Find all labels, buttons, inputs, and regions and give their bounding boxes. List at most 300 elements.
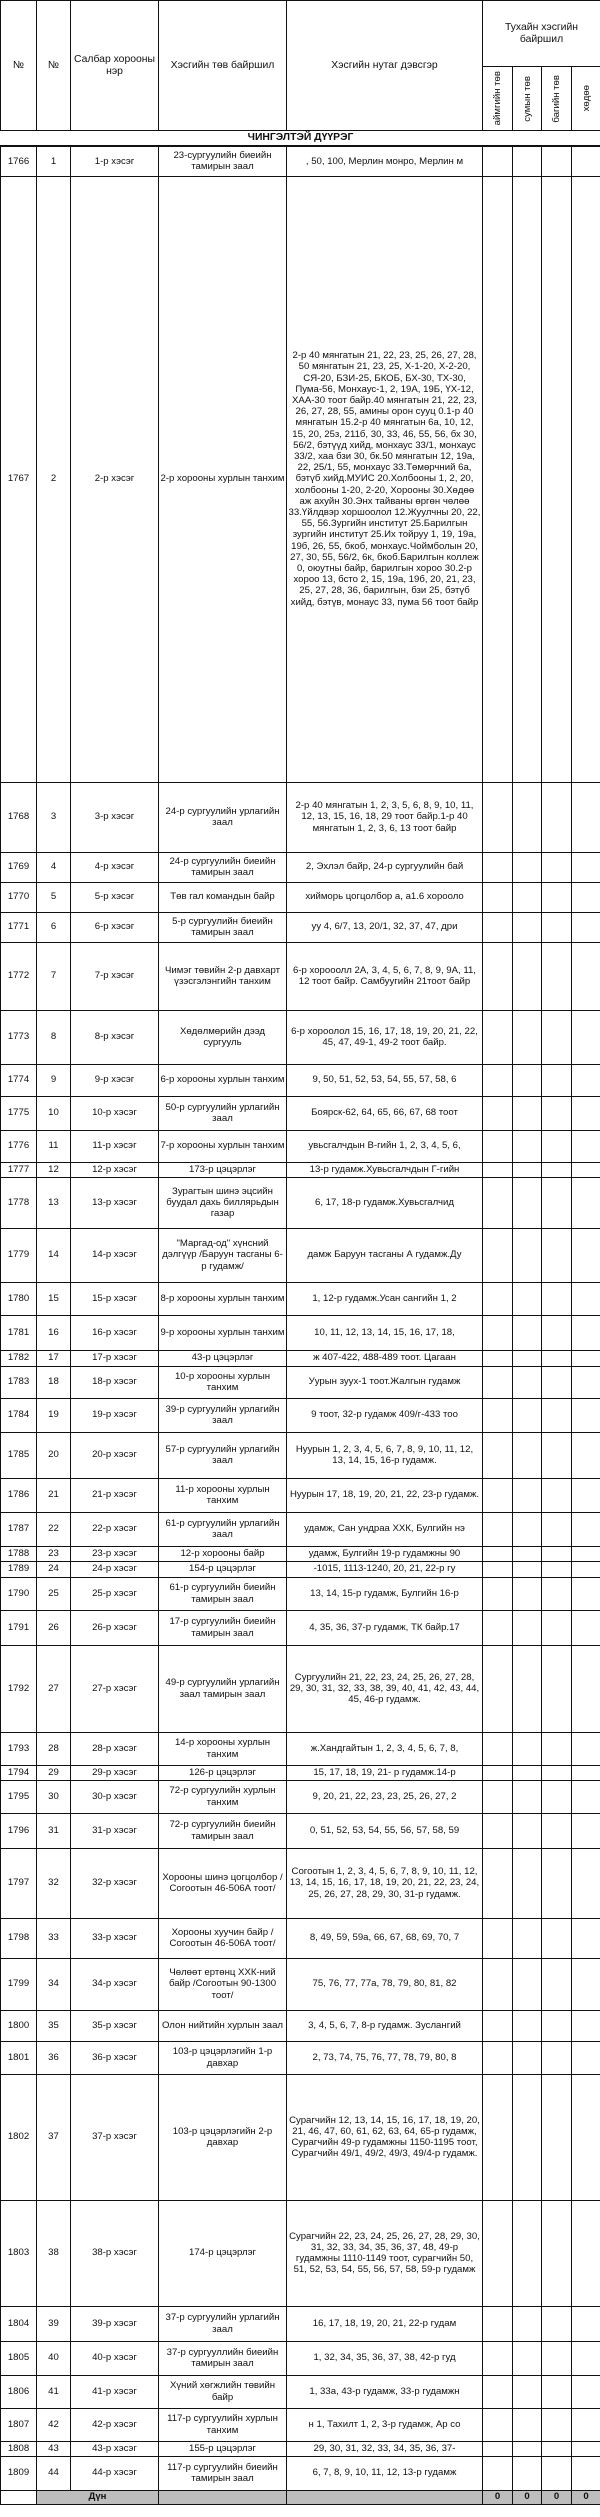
row-branch-name: 29-р хэсэг — [71, 1765, 159, 1780]
row-territory — [287, 1546, 483, 1561]
header-sub-sum-center — [513, 67, 542, 131]
row-territory — [287, 882, 483, 912]
row-no-local: 39 — [37, 2306, 71, 2341]
row-bag-center-cell — [542, 2200, 572, 2306]
row-sum-center-cell — [513, 1282, 542, 1315]
row-center-location: 5-р сургуулийн биеийн тамирын заал — [159, 912, 287, 942]
row-aimag-center-cell — [483, 2074, 513, 2200]
row-rural-cell — [572, 1177, 600, 1228]
row-sum-center-cell — [513, 2408, 542, 2441]
row-aimag-center-cell — [483, 1732, 513, 1765]
row-branch-name: 28-р хэсэг — [71, 1732, 159, 1765]
row-sum-center-cell — [513, 852, 542, 882]
table-row — [1, 1478, 600, 1512]
row-rural-cell — [572, 1096, 600, 1130]
row-aimag-center-cell — [483, 1064, 513, 1096]
total-value: 0 — [513, 2490, 542, 2504]
row-territory — [287, 146, 483, 176]
row-sum-center-cell — [513, 1645, 542, 1732]
row-no-global: 1768 — [1, 782, 37, 852]
header-sub-rural — [572, 67, 600, 131]
row-no-global: 1805 — [1, 2341, 37, 2375]
row-sum-center-cell — [513, 2074, 542, 2200]
row-center-location: 12-р хорооны байр — [159, 1546, 287, 1561]
row-branch-name: 43-р хэсэг — [71, 2441, 159, 2456]
row-bag-center-cell — [542, 1398, 572, 1432]
total-value: 0 — [542, 2490, 572, 2504]
row-center-location: Чимэг төвийн 2-р давхарт үзэсгэлэнгийн танхим — [159, 942, 287, 1010]
row-aimag-center-cell — [483, 2010, 513, 2041]
row-aimag-center-cell — [483, 146, 513, 176]
row-territory-text: 8, 49, 59, 59а, 66, 67, 68, 69, 70, 7 — [309, 1932, 460, 1944]
row-no-global: 1778 — [1, 1177, 37, 1228]
row-bag-center-cell — [542, 2456, 572, 2490]
row-center-location: 126-р цэцэрлэг — [159, 1765, 287, 1780]
table-row — [1, 1366, 600, 1398]
table-row — [1, 1732, 600, 1765]
row-rural-cell — [572, 176, 600, 782]
table-row — [1, 146, 600, 176]
row-no-local: 9 — [37, 1064, 71, 1096]
row-branch-name: 41-р хэсэг — [71, 2375, 159, 2408]
row-branch-name: 40-р хэсэг — [71, 2341, 159, 2375]
row-center-location: 117-р сургуулийн биеийн тамирын заал — [159, 2456, 287, 2490]
row-center-location: "Маргад-од" хүнсний дэлгүүр /Баруун тасганы 6-р гудамж/ — [159, 1228, 287, 1282]
row-aimag-center-cell — [483, 176, 513, 782]
row-branch-name: 6-р хэсэг — [71, 912, 159, 942]
table-row — [1, 1512, 600, 1546]
row-territory: Сургуулийн 21, 22, 23, 24, 25, 26, 27, 28, 29, 30, 31, 32, 33, 38, 39, 40, 41, 42, 43, 44, 45, 46-р гудамж. — [287, 1645, 483, 1732]
row-aimag-center-cell — [483, 1010, 513, 1064]
row-center-location: 103-р цэцэрлэгийн 1-р давхар — [159, 2041, 287, 2074]
row-bag-center-cell — [542, 1350, 572, 1366]
table-row — [1, 1958, 600, 2010]
table-row — [1, 1765, 600, 1780]
table-row — [1, 1610, 600, 1645]
row-sum-center-cell — [513, 1010, 542, 1064]
row-rural-cell — [572, 2010, 600, 2041]
total-value: 0 — [483, 2490, 513, 2504]
row-center-location: 61-р сургуулийн урлагийн заал — [159, 1512, 287, 1546]
row-territory — [287, 1765, 483, 1780]
row-center-location: 14-р хорооны хурлын танхим — [159, 1732, 287, 1765]
row-no-global: 1809 — [1, 2456, 37, 2490]
row-no-global: 1794 — [1, 1765, 37, 1780]
row-no-global: 1773 — [1, 1010, 37, 1064]
row-rural-cell — [572, 942, 600, 1010]
row-center-location: 8-р хорооны хурлын танхим — [159, 1282, 287, 1315]
row-no-local: 29 — [37, 1765, 71, 1780]
row-territory-text: уу 4, 6/7, 13, 20/1, 32, 37, 47, дри — [311, 921, 458, 933]
table-row — [1, 1398, 600, 1432]
row-branch-name: 42-р хэсэг — [71, 2408, 159, 2441]
row-no-global: 1766 — [1, 146, 37, 176]
row-rural-cell — [572, 2456, 600, 2490]
row-sum-center-cell — [513, 1177, 542, 1228]
row-territory-text: удамж, Булгийн 19-р гудамжны 90 — [308, 1547, 461, 1559]
table-row — [1, 1645, 600, 1732]
header-no-local: № — [37, 1, 71, 131]
header-sub-aimag-center — [483, 67, 513, 131]
row-bag-center-cell — [542, 1096, 572, 1130]
row-branch-name: 31-р хэсэг — [71, 1813, 159, 1848]
row-rural-cell — [572, 1064, 600, 1096]
header-no-global: № — [1, 1, 37, 131]
row-territory — [287, 1780, 483, 1813]
row-sum-center-cell — [513, 1478, 542, 1512]
row-branch-name: 5-р хэсэг — [71, 882, 159, 912]
row-sum-center-cell — [513, 1918, 542, 1958]
row-sum-center-cell — [513, 2041, 542, 2074]
row-branch-name: 18-р хэсэг — [71, 1366, 159, 1398]
row-no-global: 1798 — [1, 1918, 37, 1958]
row-territory-text: 9, 20, 21, 22, 23, 23, 25, 26, 27, 2 — [312, 1790, 457, 1802]
row-center-location: 2-р хорооны хурлын танхим — [159, 176, 287, 782]
row-no-global: 1801 — [1, 2041, 37, 2074]
row-no-local: 1 — [37, 146, 71, 176]
row-bag-center-cell — [542, 1610, 572, 1645]
total-value: 0 — [572, 2490, 600, 2504]
row-territory — [287, 2408, 483, 2441]
row-bag-center-cell — [542, 942, 572, 1010]
row-branch-name: 17-р хэсэг — [71, 1350, 159, 1366]
row-no-global: 1788 — [1, 1546, 37, 1561]
row-no-global: 1808 — [1, 2441, 37, 2456]
row-center-location: 39-р сургуулийн урлагийн заал — [159, 1398, 287, 1432]
table-row — [1, 1813, 600, 1848]
row-sum-center-cell — [513, 146, 542, 176]
row-territory-text: хиймoрь цогцолбор а, а1.6 хороолo — [305, 891, 464, 903]
row-aimag-center-cell — [483, 2408, 513, 2441]
row-aimag-center-cell — [483, 1848, 513, 1918]
row-no-global: 1783 — [1, 1366, 37, 1398]
row-no-local: 31 — [37, 1813, 71, 1848]
row-branch-name: 25-р хэсэг — [71, 1577, 159, 1610]
district-row — [1, 131, 600, 147]
row-aimag-center-cell — [483, 1478, 513, 1512]
header-center-location: Хэсгийн төв байршил — [159, 1, 287, 131]
row-center-location: Хүний хөгжлийн төвийн байр — [159, 2375, 287, 2408]
row-sum-center-cell — [513, 1398, 542, 1432]
row-no-local: 10 — [37, 1096, 71, 1130]
row-bag-center-cell — [542, 176, 572, 782]
table-row — [1, 2456, 600, 2490]
row-branch-name: 21-р хэсэг — [71, 1478, 159, 1512]
row-bag-center-cell — [542, 1765, 572, 1780]
row-territory — [287, 2441, 483, 2456]
row-territory-text: увьсгалчдын В-гийн 1, 2, 3, 4, 5, 6, — [308, 1140, 461, 1152]
row-branch-name: 15-р хэсэг — [71, 1282, 159, 1315]
header-location-group: Тухайн хэсгийн байршил — [483, 1, 600, 67]
row-center-location: Чөлөөт ертөнц ХХК-ний байр /Согоотын 90-1300 тоот/ — [159, 1958, 287, 2010]
row-territory — [287, 1610, 483, 1645]
row-bag-center-cell — [542, 2408, 572, 2441]
row-bag-center-cell — [542, 1177, 572, 1228]
row-branch-name: 30-р хэсэг — [71, 1780, 159, 1813]
table-row — [1, 1918, 600, 1958]
row-no-global: 1795 — [1, 1780, 37, 1813]
row-branch-name: 2-р хэсэг — [71, 176, 159, 782]
row-branch-name: 12-р хэсэг — [71, 1162, 159, 1177]
row-aimag-center-cell — [483, 1282, 513, 1315]
row-territory — [287, 1732, 483, 1765]
row-territory — [287, 1512, 483, 1546]
row-territory — [287, 2341, 483, 2375]
row-bag-center-cell — [542, 2041, 572, 2074]
row-territory-text: 16, 17, 18, 19, 20, 21, 22-р гудам — [312, 2317, 457, 2329]
row-rural-cell — [572, 1645, 600, 1732]
row-branch-name: 3-р хэсэг — [71, 782, 159, 852]
row-rural-cell — [572, 1958, 600, 2010]
table-row — [1, 1780, 600, 1813]
row-rural-cell — [572, 852, 600, 882]
row-rural-cell — [572, 1765, 600, 1780]
row-sum-center-cell — [513, 2456, 542, 2490]
row-center-location: 9-р хорооны хурлын танхим — [159, 1315, 287, 1350]
row-aimag-center-cell — [483, 2041, 513, 2074]
row-territory-text: Уурын зуух-1 тоот.Жалгын гудамж — [308, 1376, 461, 1388]
total-empty-cell — [1, 2490, 37, 2504]
table-row — [1, 2306, 600, 2341]
row-center-location: 117-р сургуулийн хурлын танхим — [159, 2408, 287, 2441]
row-aimag-center-cell — [483, 1432, 513, 1478]
row-branch-name: 4-р хэсэг — [71, 852, 159, 882]
row-territory — [287, 1162, 483, 1177]
row-no-local: 12 — [37, 1162, 71, 1177]
row-bag-center-cell — [542, 2010, 572, 2041]
table-row — [1, 1315, 600, 1350]
row-no-global: 1792 — [1, 1645, 37, 1732]
row-territory — [287, 2456, 483, 2490]
row-center-location: 24-р сургуулийн урлагийн заал — [159, 782, 287, 852]
row-bag-center-cell — [542, 1282, 572, 1315]
row-bag-center-cell — [542, 1130, 572, 1162]
header-territory: Хэсгийн нутаг дэвсгэр — [287, 1, 483, 131]
row-territory — [287, 1064, 483, 1096]
row-territory-text: 10, 11, 12, 13, 14, 15, 16, 17, 18, — [314, 1326, 455, 1338]
table-row — [1, 1577, 600, 1610]
row-branch-name: 26-р хэсэг — [71, 1610, 159, 1645]
row-aimag-center-cell — [483, 1780, 513, 1813]
row-sum-center-cell — [513, 1096, 542, 1130]
row-aimag-center-cell — [483, 1398, 513, 1432]
row-sum-center-cell — [513, 1765, 542, 1780]
row-sum-center-cell — [513, 2200, 542, 2306]
row-branch-name: 8-р хэсэг — [71, 1010, 159, 1064]
row-branch-name: 22-р хэсэг — [71, 1512, 159, 1546]
row-rural-cell — [572, 2200, 600, 2306]
row-center-location: 23-сургуулийн биеийн тамирын заал — [159, 146, 287, 176]
row-rural-cell — [572, 1780, 600, 1813]
row-no-global: 1790 — [1, 1577, 37, 1610]
row-bag-center-cell — [542, 1064, 572, 1096]
row-sum-center-cell — [513, 1366, 542, 1398]
table-row — [1, 1096, 600, 1130]
row-center-location: 37-р сургууллийн биеийн тамирын заал — [159, 2341, 287, 2375]
row-bag-center-cell — [542, 1432, 572, 1478]
row-aimag-center-cell — [483, 2200, 513, 2306]
row-territory — [287, 1366, 483, 1398]
row-no-local: 3 — [37, 782, 71, 852]
row-aimag-center-cell — [483, 1350, 513, 1366]
row-branch-name: 13-р хэсэг — [71, 1177, 159, 1228]
row-branch-name: 38-р хэсэг — [71, 2200, 159, 2306]
row-no-local: 38 — [37, 2200, 71, 2306]
row-territory-text: 3, 4, 5, 6, 7, 8-р гудамж. Зуслангий — [308, 2019, 461, 2031]
row-territory-text: 0, 51, 52, 53, 54, 55, 56, 57, 58, 59 — [309, 1824, 460, 1836]
header-sub-bag-center-label: багийн төв — [551, 74, 562, 123]
row-no-global: 1800 — [1, 2010, 37, 2041]
row-territory — [287, 852, 483, 882]
row-territory-text: 13-р гудамж.Хувьсгалчдын Г-гийн — [309, 1163, 460, 1175]
row-territory-text: 4, 35, 36, 37-р гудамж, ТК байр.17 — [309, 1621, 460, 1633]
row-no-local: 5 — [37, 882, 71, 912]
table-row — [1, 2408, 600, 2441]
row-territory — [287, 1350, 483, 1366]
row-no-local: 32 — [37, 1848, 71, 1918]
row-bag-center-cell — [542, 1958, 572, 2010]
table-row — [1, 2010, 600, 2041]
row-no-local: 13 — [37, 1177, 71, 1228]
row-center-location: 49-р сургуулийн урлагийн заал тамирын заал — [159, 1645, 287, 1732]
row-rural-cell — [572, 1130, 600, 1162]
row-sum-center-cell — [513, 1577, 542, 1610]
table-row — [1, 2441, 600, 2456]
row-center-location: 103-р цэцэрлэгийн 2-р давхар — [159, 2074, 287, 2200]
row-no-local: 36 — [37, 2041, 71, 2074]
row-territory-text: дамж Баруун тасганы А гудамж.Ду — [307, 1249, 462, 1261]
row-sum-center-cell — [513, 942, 542, 1010]
row-sum-center-cell — [513, 1130, 542, 1162]
row-center-location: 7-р хорооны хурлын танхим — [159, 1130, 287, 1162]
row-rural-cell — [572, 1478, 600, 1512]
table-row — [1, 2341, 600, 2375]
row-no-local: 37 — [37, 2074, 71, 2200]
row-sum-center-cell — [513, 2441, 542, 2456]
row-bag-center-cell — [542, 1918, 572, 1958]
row-no-local: 23 — [37, 1546, 71, 1561]
row-rural-cell — [572, 1398, 600, 1432]
row-sum-center-cell — [513, 1350, 542, 1366]
row-center-location: Хорооны шинэ цогцолбор /Согоотын 46-506А тоот/ — [159, 1848, 287, 1918]
row-rural-cell — [572, 1512, 600, 1546]
row-territory-text: 2, 73, 74, 75, 76, 77, 78, 79, 80, 8 — [312, 2051, 457, 2063]
row-branch-name: 19-р хэсэг — [71, 1398, 159, 1432]
row-no-local: 11 — [37, 1130, 71, 1162]
table-row — [1, 1350, 600, 1366]
row-aimag-center-cell — [483, 1096, 513, 1130]
row-branch-name: 39-р хэсэг — [71, 2306, 159, 2341]
row-no-global: 1777 — [1, 1162, 37, 1177]
row-bag-center-cell — [542, 2306, 572, 2341]
row-territory: 6-р хороолол 15, 16, 17, 18, 19, 20, 21, 22, 45, 47, 49-1, 49-2 тоот байр. — [287, 1010, 483, 1064]
row-territory — [287, 1398, 483, 1432]
row-aimag-center-cell — [483, 882, 513, 912]
row-no-global: 1776 — [1, 1130, 37, 1162]
row-aimag-center-cell — [483, 1765, 513, 1780]
row-no-local: 2 — [37, 176, 71, 782]
row-rural-cell — [572, 1282, 600, 1315]
row-no-global: 1796 — [1, 1813, 37, 1848]
table-row — [1, 1177, 600, 1228]
row-rural-cell — [572, 912, 600, 942]
row-no-global: 1769 — [1, 852, 37, 882]
row-bag-center-cell — [542, 146, 572, 176]
row-bag-center-cell — [542, 2375, 572, 2408]
row-territory-text: 9 тоот, 32-р гудамж 409/г-433 тоо — [311, 1409, 458, 1421]
header-sub-aimag-center-label: аймгийн төв — [492, 71, 503, 126]
row-aimag-center-cell — [483, 2341, 513, 2375]
row-no-global: 1779 — [1, 1228, 37, 1282]
table-row — [1, 1130, 600, 1162]
row-territory-text: Боярск-62, 64, 65, 66, 67, 68 тоот — [311, 1107, 458, 1119]
row-no-global: 1771 — [1, 912, 37, 942]
row-sum-center-cell — [513, 1162, 542, 1177]
row-aimag-center-cell — [483, 852, 513, 882]
row-territory-text: 29, 30, 31, 32, 33, 34, 35, 36, 37- — [313, 2442, 456, 2454]
row-sum-center-cell — [513, 1064, 542, 1096]
row-territory — [287, 1561, 483, 1577]
row-rural-cell — [572, 1010, 600, 1064]
row-center-location: 17-р сургуулийн биеийн тамирын заал — [159, 1610, 287, 1645]
row-no-local: 33 — [37, 1918, 71, 1958]
row-sum-center-cell — [513, 782, 542, 852]
row-no-global: 1770 — [1, 882, 37, 912]
row-territory-text: -1015, 1113-1240, 20, 21, 22-р гу — [313, 1563, 456, 1575]
row-territory-text: 2, Эхлэл байр, 24-р сургуулийн бай — [305, 861, 464, 873]
row-aimag-center-cell — [483, 1130, 513, 1162]
row-bag-center-cell — [542, 2341, 572, 2375]
row-territory-text: ж 407-422, 488-489 тоот. Цагаан — [313, 1352, 456, 1364]
table-row — [1, 1282, 600, 1315]
district-name: ЧИНГЭЛТЭЙ ДҮҮРЭГ — [1, 131, 600, 147]
row-branch-name: 20-р хэсэг — [71, 1432, 159, 1478]
row-aimag-center-cell — [483, 1610, 513, 1645]
row-territory-text: 6, 7, 8, 9, 10, 11, 12, 13-р гудамж — [312, 2467, 457, 2479]
row-bag-center-cell — [542, 912, 572, 942]
row-territory — [287, 1177, 483, 1228]
row-center-location: 10-р хорооны хурлын танхим — [159, 1366, 287, 1398]
row-territory-text: н 1, Тахилт 1, 2, 3-р гудамж, Ар со — [308, 2418, 461, 2430]
row-branch-name: 36-р хэсэг — [71, 2041, 159, 2074]
row-branch-name: 1-р хэсэг — [71, 146, 159, 176]
row-territory — [287, 2010, 483, 2041]
row-rural-cell — [572, 1577, 600, 1610]
row-sum-center-cell — [513, 1610, 542, 1645]
row-bag-center-cell — [542, 1162, 572, 1177]
table-row — [1, 1162, 600, 1177]
row-aimag-center-cell — [483, 2441, 513, 2456]
row-no-local: 26 — [37, 1610, 71, 1645]
row-sum-center-cell — [513, 912, 542, 942]
row-bag-center-cell — [542, 1813, 572, 1848]
row-sum-center-cell — [513, 1848, 542, 1918]
table-row — [1, 1432, 600, 1478]
row-rural-cell — [572, 2408, 600, 2441]
row-territory — [287, 1130, 483, 1162]
row-no-global: 1806 — [1, 2375, 37, 2408]
row-rural-cell — [572, 1350, 600, 1366]
row-center-location: Олон нийтийн хурлын заал — [159, 2010, 287, 2041]
row-territory — [287, 1096, 483, 1130]
row-sum-center-cell — [513, 1432, 542, 1478]
row-no-global: 1774 — [1, 1064, 37, 1096]
row-territory — [287, 1315, 483, 1350]
row-aimag-center-cell — [483, 912, 513, 942]
row-center-location: 37-р сургуулийн урлагийн заал — [159, 2306, 287, 2341]
row-branch-name: 23-р хэсэг — [71, 1546, 159, 1561]
row-territory: Согоотын 1, 2, 3, 4, 5, 6, 7, 8, 9, 10, 11, 12, 13, 14, 15, 16, 17, 18, 19, 20, 21, 22, 23, 24, 25, 26, 27, 28, 29, 30, 31-р гудамж. — [287, 1848, 483, 1918]
